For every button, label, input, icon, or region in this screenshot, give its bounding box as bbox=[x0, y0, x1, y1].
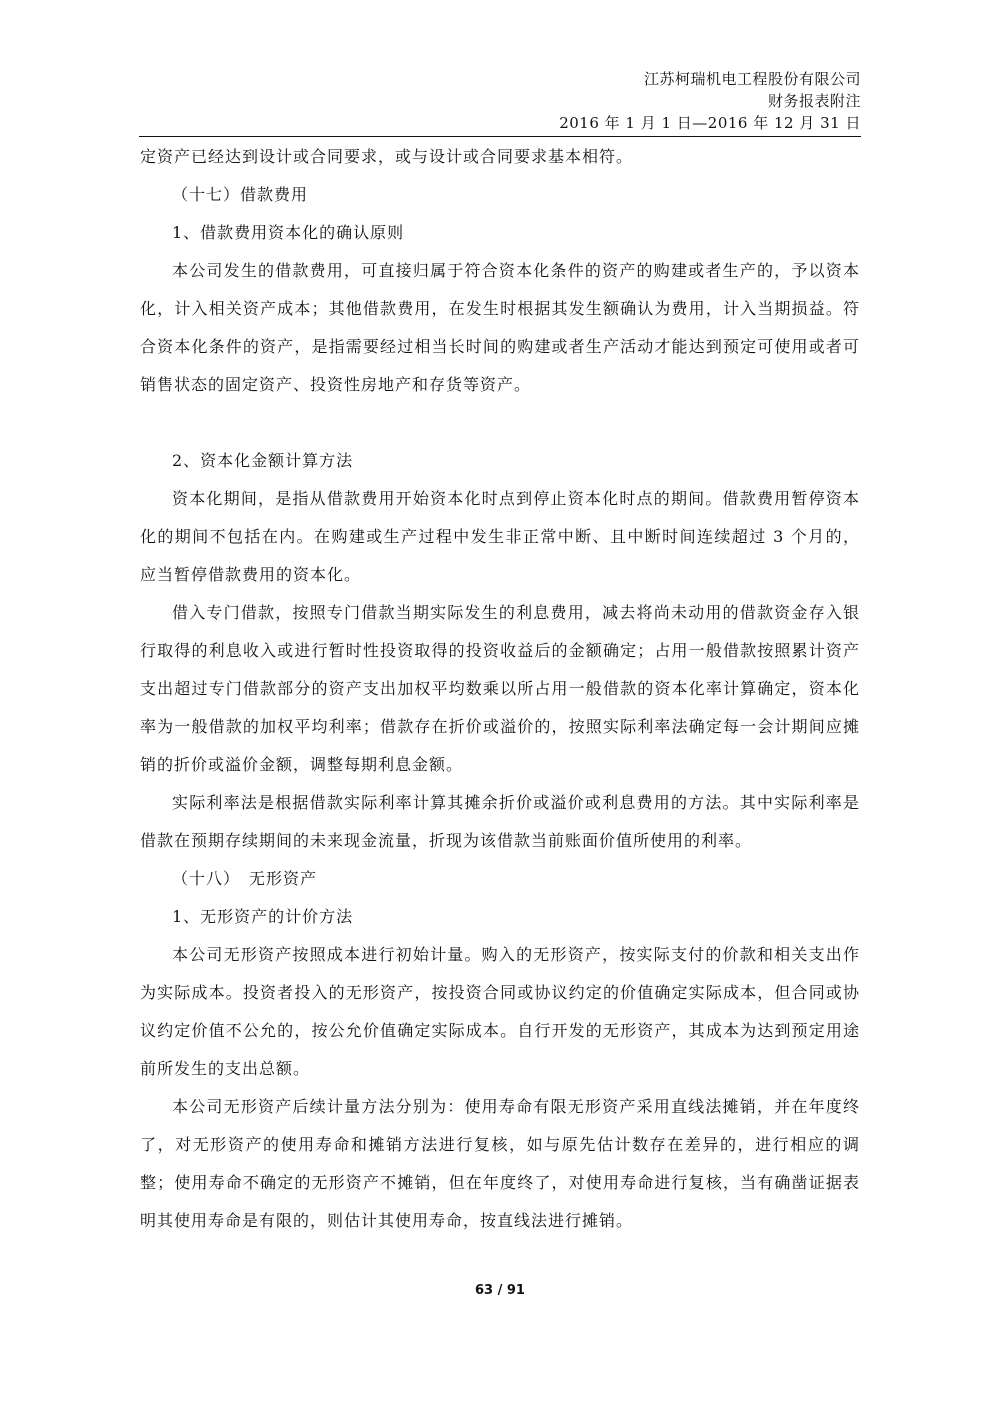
document-title: 财务报表附注 bbox=[767, 92, 861, 110]
subsection-heading-capitalization-amount: 2、资本化金额计算方法 bbox=[172, 451, 354, 470]
page-header bbox=[559, 68, 861, 134]
subsection-heading-valuation-method: 1、无形资产的计价方法 bbox=[172, 907, 354, 926]
paragraph-spacer bbox=[140, 404, 860, 442]
header-divider bbox=[139, 136, 861, 137]
document-body bbox=[140, 138, 860, 1240]
continued-paragraph: 定资产已经达到设计或合同要求，或与设计或合同要求基本相符。 bbox=[140, 147, 634, 166]
company-name: 江苏柯瑞机电工程股份有限公司 bbox=[643, 70, 861, 88]
section-heading-intangible-assets: （十八） 无形资产 bbox=[172, 869, 318, 888]
section-heading-borrowing-costs: （十七）借款费用 bbox=[172, 185, 309, 204]
paragraph-specific-borrowing: 借入专门借款，按照专门借款当期实际发生的利息费用，减去将尚未动用的借款资金存入银行取得的利息收入或进行暂时性投资取得的投资收益后的金额确定；占用一般借款按照累计资产支出超过专门借款部分的资产支出加权平均数乘以所占用一般借款的资本化率计算确定，资本化率为一般借款的加权平均利率；借款存在折价或溢价的，按照实际利率法确定每一会计期间应摊销的折价或溢价金额，调整每期利息金额。 bbox=[140, 603, 860, 774]
paragraph-capitalization-principle: 本公司发生的借款费用，可直接归属于符合资本化条件的资产的购建或者生产的，予以资本化，计入相关资产成本；其他借款费用，在发生时根据其发生额确认为费用，计入当期损益。符合资本化条件的资产，是指需要经过相当长时间的购建或者生产活动才能达到预定可使用或者可销售状态的固定资产、投资性房地产和存货等资产。 bbox=[140, 261, 860, 394]
paragraph-capitalization-period: 资本化期间，是指从借款费用开始资本化时点到停止资本化时点的期间。借款费用暂停资本化的期间不包括在内。在购建或生产过程中发生非正常中断、且中断时间连续超过 3 个月的，应当暂停借款费用的资本化。 bbox=[140, 489, 860, 584]
paragraph-initial-measurement: 本公司无形资产按照成本进行初始计量。购入的无形资产，按实际支付的价款和相关支出作为实际成本。投资者投入的无形资产，按投资合同或协议约定的价值确定实际成本，但合同或协议约定价值不公允的，按公允价值确定实际成本。自行开发的无形资产，其成本为达到预定用途前所发生的支出总额。 bbox=[140, 945, 860, 1078]
subsection-heading-capitalization-principle: 1、借款费用资本化的确认原则 bbox=[172, 223, 405, 242]
paragraph-effective-interest-method: 实际利率法是根据借款实际利率计算其摊余折价或溢价或利息费用的方法。其中实际利率是借款在预期存续期间的未来现金流量，折现为该借款当前账面价值所使用的利率。 bbox=[140, 793, 860, 850]
paragraph-subsequent-measurement: 本公司无形资产后续计量方法分别为：使用寿命有限无形资产采用直线法摊销，并在年度终了，对无形资产的使用寿命和摊销方法进行复核，如与原先估计数存在差异的，进行相应的调整；使用寿命不确定的无形资产不摊销，但在年度终了，对使用寿命进行复核，当有确凿证据表明其使用寿命是有限的，则估计其使用寿命，按直线法进行摊销。 bbox=[140, 1097, 860, 1230]
page-number: 63 / 91 bbox=[475, 1283, 525, 1298]
reporting-period: 2016 年 1 月 1 日—2016 年 12 月 31 日 bbox=[559, 114, 861, 132]
